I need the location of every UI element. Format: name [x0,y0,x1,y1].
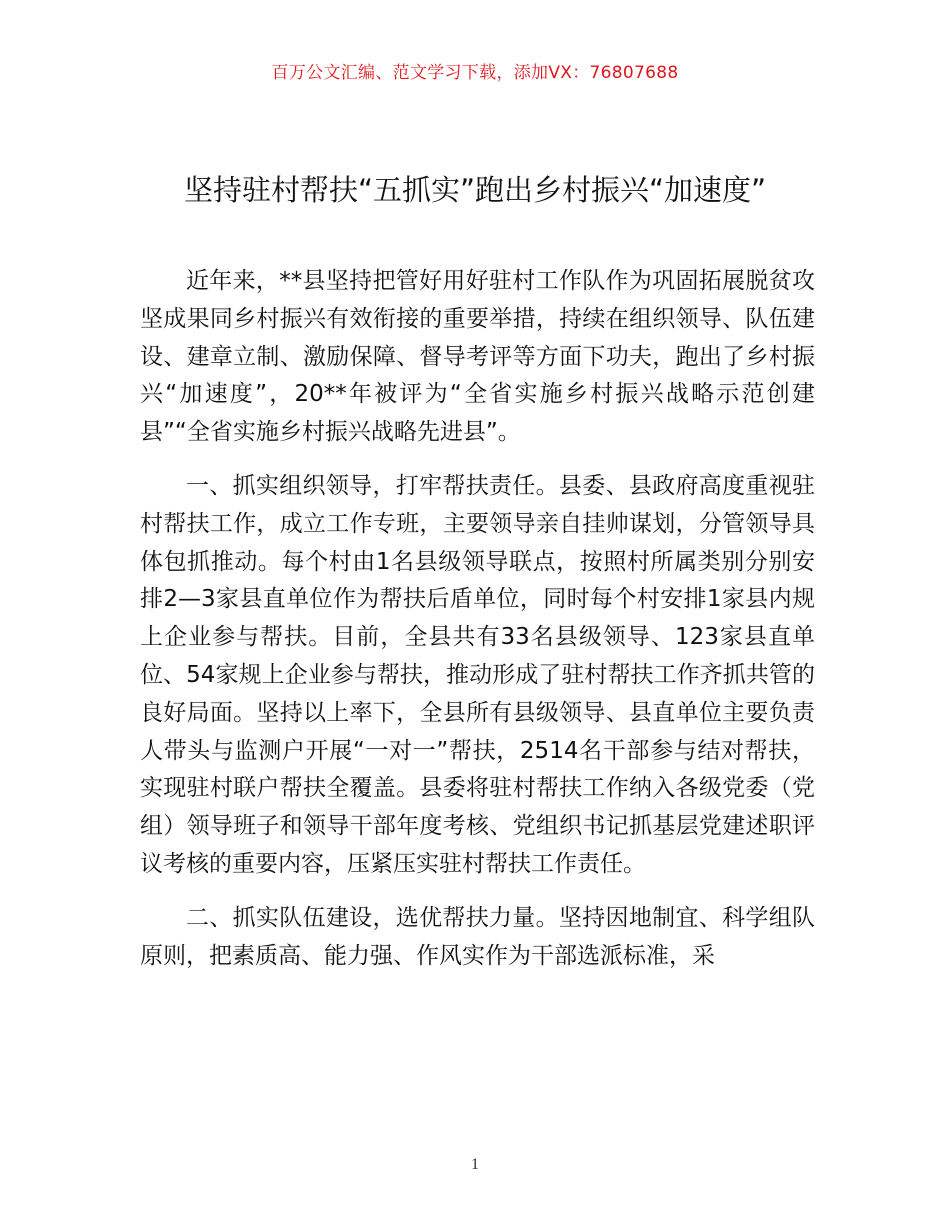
document-title: 坚持驻村帮扶“五抓实”跑出乡村振兴“加速度” [183,173,767,207]
header-watermark-note: 百万公文汇编、范文学习下载，添加VX：76807688 [271,63,679,83]
paragraph-section-1: 一、抓实组织领导，打牢帮扶责任。县委、县政府高度重视驻村帮扶工作，成立工作专班，主要领导亲自挂帅谋划，分管领导具体包抓推动。每个村由1名县级领导联点，按照村所属类别分别安排2—3家县直单位作为帮扶后盾单位，同时每个村安排1家县内规上企业参与帮扶。目前，全县共有33名县级领导、123家县直单位、54家规上企业参与帮扶，推动形成了驻村帮扶工作齐抓共管的良好局面。坚持以上率下，全县所有县级领导、县直单位主要负责人带头与监测户开展“一对一”帮扶，2514名干部参与结对帮扶，实现驻村联户帮扶全覆盖。县委将驻村帮扶工作纳入各级党委（党组）领导班子和领导干部年度考核、党组织书记抓基层党建述职评议考核的重要内容，压紧压实驻村帮扶工作责任。 [140,472,815,877]
document-body [140,263,815,991]
page-number: 1 [471,1156,479,1173]
paragraph-section-2: 二、抓实队伍建设，选优帮扶力量。坚持因地制宜、科学组队原则，把素质高、能力强、作风实作为干部选派标准，采 [140,904,815,969]
paragraph-intro: 近年来，**县坚持把管好用好驻村工作队作为巩固拓展脱贫攻坚成果同乡村振兴有效衔接的重要举措，持续在组织领导、队伍建设、建章立制、激励保障、督导考评等方面下功夫，跑出了乡村振兴“加速度”，20**年被评为“全省实施乡村振兴战略示范创建县”“全省实施乡村振兴战略先进县”。 [140,268,815,446]
